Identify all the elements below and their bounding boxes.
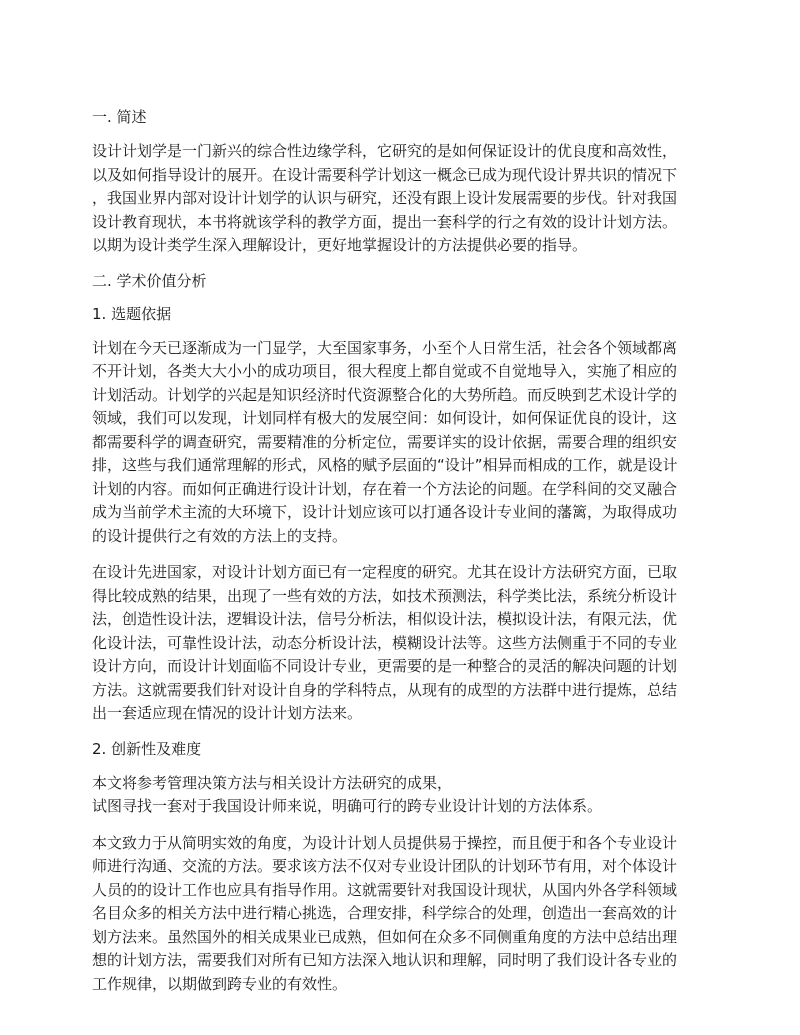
topic-basis-paragraph-2: 在设计先进国家，对设计计划方面已有一定程度的研究。尤其在设计方法研究方面，已取 得比较成熟的结果，出现了一些有效的方法，如技术预测法，科学类比法，系统分析设计 法，创造性设计法，逻辑设计法，信号分析法，相似设计法，模拟设计法，有限元法，优 化设计法，可靠性设计法，动态分析设计法，模糊设计法等。这些方法侧重于不同的专业 设计方向，而设计计划面临不同设计专业，更需要的是一种整合的灵活的解决问题的计划 方法。这就需要我们针对设计自身的学科特点，从现有的成型的方法群中进行提炼，总结 出一套适应现在情况的设计计划方法来。 [92, 563, 678, 722]
innovation-paragraph-2: 本文致力于从简明实效的角度，为设计计划人员提供易于操控，而且便于和各个专业设计 师进行沟通、交流的方法。要求该方法不仅对专业设计团队的计划环节有用，对个体设计 人员的的设计工作也应具有指导作用。这就需要针对我国设计现状，从国内外各学科领域 名目众多的相关方法中进行精心挑选，合理安排，科学综合的处理，创造出一套高效的计 划方法来。虽然国外的相关成果业已成熟，但如何在众多不同侧重角度的方法中总结出理 想的计划方法，需要我们对所有已知方法深入地认识和理解，同时明了我们设计各专业的 工作规律，以期做到跨专业的有效性。 [92, 833, 678, 993]
section-heading-overview: 一. 简述 [92, 108, 147, 126]
subsection-heading-innovation: 2. 创新性及难度 [92, 739, 202, 758]
section-heading-academic-value: 二. 学术价值分析 [92, 271, 207, 290]
innovation-paragraph-1: 本文将参考管理决策方法与相关设计方法研究的成果， 试图寻找一套对于我国设计师来说，明确可行的跨专业设计计划的方法体系。 [92, 773, 603, 815]
overview-paragraph: 设计计划学是一门新兴的综合性边缘学科，它研究的是如何保证设计的优良度和高效性， 以及如何指导设计的展开。在设计需要科学计划这一概念已成为现代设计界共识的情况下 ，我国业界内部对设计计划学的认识与研究，还没有跟上设计发展需要的步伐。针对我国 设计教育现状，本书将就该学科的教学方面，提出一套科学的行之有效的设计计划方法。 以期为设计类学生深入理解设计，更好地掌握设计的方法提供必要的指导。 [92, 142, 678, 254]
document-page [92, 107, 712, 996]
subsection-heading-topic-basis: 1. 选题依据 [92, 304, 172, 323]
topic-basis-paragraph-1: 计划在今天已逐渐成为一门显学，大至国家事务，小至个人日常生活，社会各个领域都离 不开计划，各类大大小小的成功项目，很大程度上都自觉或不自觉地导入，实施了相应的 计划活动。计划学的兴起是知识经济时代资源整合化的大势所趋。而反映到艺术设计学的 领域，我们可以发现，计划同样有极大的发展空间：如何设计，如何保证优良的设计，这 都需要科学的调查研究，需要精准的分析定位，需要详实的设计依据，需要合理的组织安 排，这些与我们通常理解的形式，风格的赋予层面的“设计”相异而相成的工作，就是设计 计划的内容。而如何正确进行设计计划，存在着一个方法论的问题。在学科间的交叉融合 成为当前学术主流的大环境下，设计计划应该可以打通各设计专业间的藩篱，为取得成功 的设计提供行之有效的方法上的支持。 [92, 338, 678, 545]
